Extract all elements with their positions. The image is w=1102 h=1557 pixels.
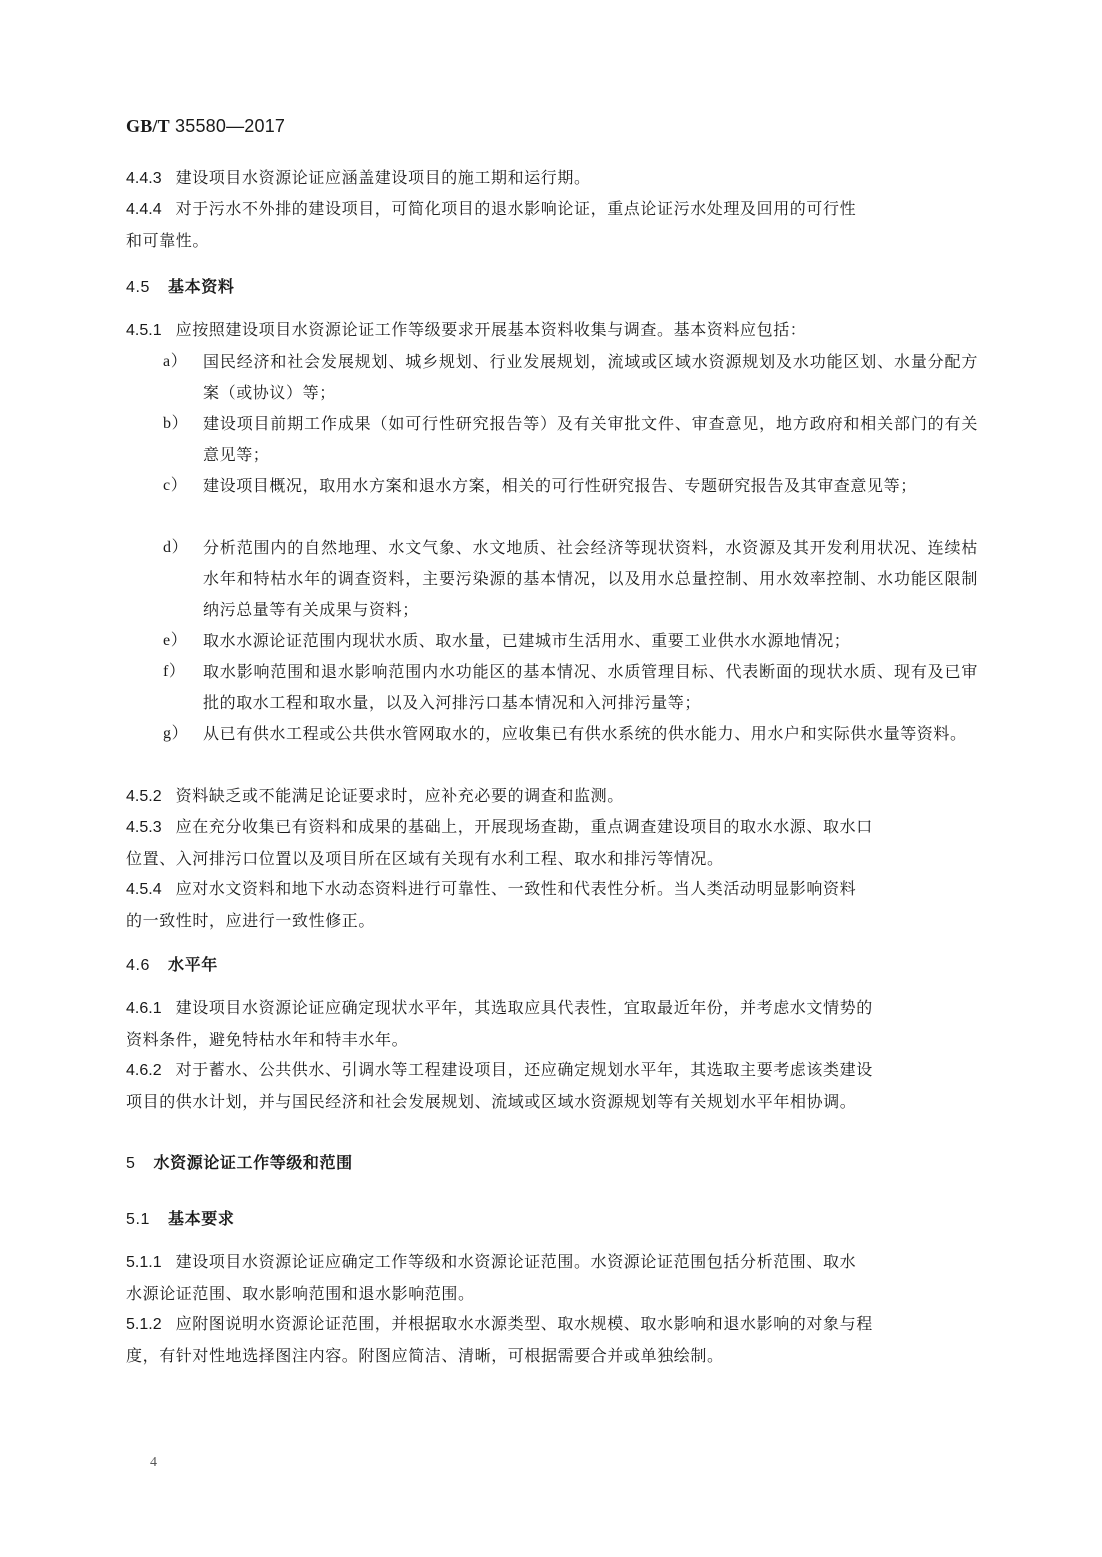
list-text: 从已有供水工程或公共供水管网取水的，应收集已有供水系统的供水能力、用水户和实际供水量等资料。 (203, 724, 967, 743)
list-marker: f） (163, 663, 186, 680)
clause-5-1-1 (126, 1246, 856, 1309)
clause-text-line1: 应在充分收集已有资料和成果的基础上，开展现场查勘，重点调查建设项目的取水水源、取水口 (175, 817, 873, 836)
clause-text-line1: 对于蓄水、公共供水、引调水等工程建设项目，还应确定规划水平年，其选取主要考虑该类建设 (175, 1060, 873, 1079)
standard-code-header (126, 116, 285, 137)
section-number: 5.1 (126, 1211, 151, 1228)
clause-text-line1: 应附图说明水资源论证范围，并根据取水水源类型、取水规模、取水影响和退水影响的对象与程 (175, 1314, 873, 1333)
clause-text-line2: 度，有针对性地选择图注内容。附图应简洁、清晰，可根据需要合并或单独绘制。 (126, 1346, 724, 1365)
list-marker: d） (163, 539, 189, 556)
list-item-g (163, 718, 978, 749)
clause-4-4-4 (126, 193, 856, 256)
clause-text: 应按照建设项目水资源论证工作等级要求开展基本资料收集与调查。基本资料应包括： (175, 320, 807, 339)
list-marker: c） (163, 477, 188, 494)
section-title: 基本资料 (168, 277, 235, 296)
list-marker: b） (163, 415, 189, 432)
clause-number: 4.4.3 (126, 170, 162, 187)
clause-4-5-1 (126, 314, 806, 346)
list-text: 取水水源论证范围内现状水质、取水量，已建城市生活用水、重要工业供水水源地情况； (203, 631, 851, 650)
list-item-e (163, 625, 978, 656)
list-text: 取水影响范围和退水影响范围内水功能区的基本情况、水质管理目标、代表断面的现状水质、现有及已审批的取水工程和取水量，以及入河排污口基本情况和入河排污量等； (203, 662, 978, 712)
list-item-a (163, 346, 978, 408)
list-marker: a） (163, 353, 188, 370)
clause-text-line1: 建设项目水资源论证应确定工作等级和水资源论证范围。水资源论证范围包括分析范围、取水 (175, 1252, 857, 1271)
chapter-5-heading (126, 1150, 353, 1173)
section-4-5-heading (126, 274, 234, 297)
list-marker: e） (163, 632, 188, 649)
clause-text: 资料缺乏或不能满足论证要求时，应补充必要的调查和监测。 (175, 786, 624, 805)
clause-text-line2: 位置、入河排污口位置以及项目所在区域有关现有水利工程、取水和排污等情况。 (126, 849, 724, 868)
clause-4-6-2 (126, 1054, 873, 1117)
standard-code-number: 35580—2017 (169, 116, 286, 136)
page-number: 4 (150, 1455, 157, 1470)
list-text: 建设项目概况，取用水方案和退水方案，相关的可行性研究报告、专题研究报告及其审查意见等； (203, 476, 917, 495)
clause-text-line1: 对于污水不外排的建设项目，可简化项目的退水影响论证，重点论证污水处理及回用的可行性 (175, 199, 857, 218)
clause-4-6-1 (126, 992, 873, 1055)
list-item-d (163, 532, 978, 625)
clause-number: 4.5.1 (126, 322, 162, 339)
clause-5-1-2 (126, 1308, 873, 1371)
clause-number: 4.6.2 (126, 1062, 162, 1079)
clause-text: 建设项目水资源论证应涵盖建设项目的施工期和运行期。 (175, 168, 591, 187)
section-title: 水平年 (168, 955, 218, 974)
clause-number: 5.1.1 (126, 1254, 162, 1271)
clause-number: 4.4.4 (126, 201, 162, 218)
list-text: 分析范围内的自然地理、水文气象、水文地质、社会经济等现状资料，水资源及其开发利用状况、连续枯水年和特枯水年的调查资料，主要污染源的基本情况，以及用水总量控制、用水效率控制、水功能区限制纳污总量等有关成果与资料； (203, 538, 978, 619)
clause-number: 4.5.3 (126, 819, 162, 836)
section-5-1-heading (126, 1206, 234, 1229)
clause-4-5-3 (126, 811, 873, 874)
clause-text-line1: 建设项目水资源论证应确定现状水平年，其选取应具代表性，宜取最近年份，并考虑水文情势的 (175, 998, 873, 1017)
list-text: 建设项目前期工作成果（如可行性研究报告等）及有关审批文件、审查意见，地方政府和相关部门的有关意见等； (203, 414, 978, 464)
clause-number: 4.6.1 (126, 1000, 162, 1017)
clause-number: 4.5.2 (126, 788, 162, 805)
section-4-6-heading (126, 952, 218, 975)
clause-text-line2: 资料条件，避免特枯水年和特丰水年。 (126, 1030, 409, 1049)
section-number: 4.5 (126, 279, 151, 296)
clause-4-4-3 (126, 162, 591, 194)
clause-text-line2: 的一致性时，应进行一致性修正。 (126, 911, 376, 930)
clause-text-line2: 水源论证范围、取水影响范围和退水影响范围。 (126, 1284, 475, 1303)
list-text: 国民经济和社会发展规划、城乡规划、行业发展规划，流域或区域水资源规划及水功能区划、水量分配方案（或协议）等； (203, 352, 978, 402)
list-item-b (163, 408, 978, 470)
list-marker: g） (163, 725, 189, 742)
clause-text-line2: 和可靠性。 (126, 231, 210, 250)
list-item-f (163, 656, 978, 718)
chapter-title: 水资源论证工作等级和范围 (153, 1153, 353, 1172)
clause-text-line1: 应对水文资料和地下水动态资料进行可靠性、一致性和代表性分析。当人类活动明显影响资料 (175, 879, 857, 898)
standard-code-prefix: GB/T (126, 116, 170, 136)
clause-4-5-2 (126, 780, 624, 812)
list-item-c (163, 470, 978, 501)
clause-number: 4.5.4 (126, 881, 162, 898)
chapter-number: 5 (126, 1155, 136, 1172)
clause-number: 5.1.2 (126, 1316, 162, 1333)
section-number: 4.6 (126, 957, 151, 974)
section-title: 基本要求 (168, 1209, 235, 1228)
clause-text-line2: 项目的供水计划，并与国民经济和社会发展规划、流域或区域水资源规划等有关规划水平年相协调。 (126, 1092, 857, 1111)
clause-4-5-4 (126, 873, 856, 936)
